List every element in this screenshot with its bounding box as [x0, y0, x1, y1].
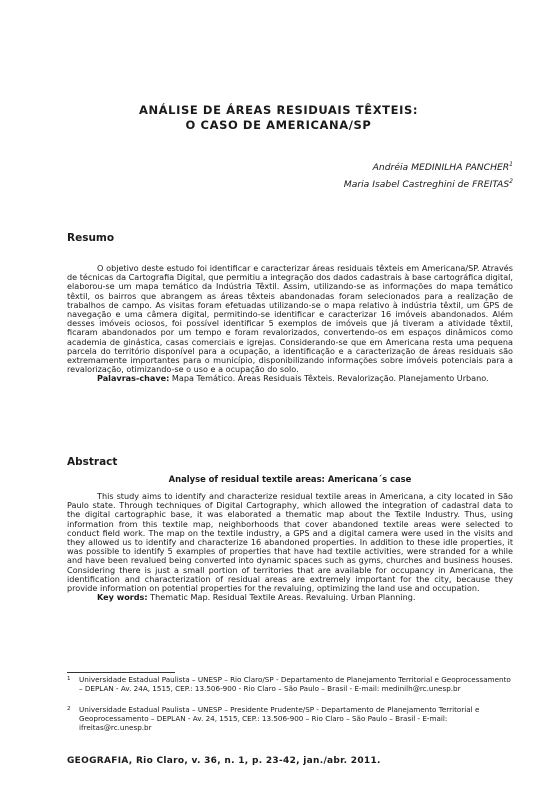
abstract-text: This study aims to identify and characterize residual textile areas in Americana, a city located in São Paulo state. Through techniques of Digital Cartography, which allowed the integration of cadastral data to the digital cartographic base, it was elaborated a thematic map about the Textile Industry. Thus, using information from this textile map, neighborhoods that cover abandoned textile areas were selected to conduct field work. The map on the textile industry, a GPS and a digital camera were used in the visits and they allowed us to identify and characterize 16 abandoned properties. In addition to these idle properties, it was possible to identify 5 examples of properties that have had textile activities, were stranded for a while and have been revalued being converted into dynamic spaces such as gyms, churches and business houses. Considering there is just a small portion of territories that are available for occupancy in Americana, the identification and characterization of residual areas are extremely important for the city, because they provide information on potential properties for the revaluing, optimizing the land use and occupation.: [67, 491, 513, 594]
footnote-divider: [67, 672, 175, 673]
footnote-1-text: Universidade Estadual Paulista – UNESP – Rio Claro/SP - Departamento de Planejamento Territorial e Geoprocessamento – DEPLAN - Av. 24A, 1515, CEP.: 13.506-900 - Rio Claro – São Paulo – Brasil - E-mail: medinilh@rc.unesp.br: [79, 675, 511, 694]
footnote-2-mark: 2: [67, 706, 71, 712]
author-1-name: Andréia MEDINILHA PANCHER: [372, 162, 510, 174]
footnote-2-text: Universidade Estadual Paulista – UNESP – Presidente Prudente/SP - Departamento de Planejamento Territorial e Geoprocessamento – DEPLAN - Av. 24, 1515, CEP.: 13.506-900 – Rio Claro – São Paulo – Brasil - E-mail: ifreitas@rc.unesp.br: [79, 705, 480, 733]
author-2: [344, 175, 513, 192]
footnote-1-mark: 1: [67, 676, 71, 682]
abstract-keywords-text: Thematic Map. Residual Textile Areas. Revaluing. Urban Planning.: [150, 592, 416, 603]
abstract-subtitle: Analyse of residual textile areas: Americana´s case: [168, 474, 412, 484]
author-1-footnote-mark[interactable]: 1: [509, 161, 513, 168]
footnote-1: [67, 675, 513, 693]
resumo-heading: Resumo: [67, 232, 115, 244]
resumo-keywords-text: Mapa Temático. Áreas Residuais Têxteis. Revalorização. Planejamento Urbano.: [171, 373, 489, 384]
author-2-footnote-mark[interactable]: 2: [509, 177, 513, 185]
author-2-name: Maria Isabel Castreghini de FREITAS: [343, 178, 510, 190]
resumo-keywords-label: Palavras-chave:: [97, 373, 170, 384]
abstract-keywords-label: Key words:: [97, 592, 148, 603]
author-1: [344, 158, 513, 175]
abstract-heading: Abstract: [67, 456, 118, 468]
resumo-keywords: [67, 374, 513, 383]
title-line-2: O CASO DE AMERICANA/SP: [185, 118, 372, 132]
title-line-1: ANÁLISE DE ÁREAS RESIDUAIS TÊXTEIS:: [138, 103, 419, 117]
journal-citation-footer: GEOGRAFIA, Rio Claro, v. 36, n. 1, p. 23-42, jan./abr. 2011.: [67, 756, 381, 766]
footnote-2: [67, 705, 513, 732]
author-list: [344, 158, 513, 191]
abstract-keywords: [67, 593, 513, 602]
resumo-section: [67, 264, 513, 384]
article-title: [60, 103, 497, 133]
resumo-text: O objetivo deste estudo foi identificar e caracterizar áreas residuais têxteis em Americana/SP. Através de técnicas da Cartografia Digital, que permitiu a integração dos dados cadastrais à base cartográfica digital, elaborou-se um mapa temático da Indústria Têxtil. Assim, utilizando-se as informações do mapa temático têxtil, os bairros que abrangem as áreas têxteis abandonadas foram selecionados para a realização de trabalhos de campo. As visitas foram efetuadas utilizando-se o mapa relativo à indústria têxtil, um GPS de navegação e uma câmera digital, permitindo-se identificar e caracterizar 16 imóveis abandonados. Além desses imóveis ociosos, foi possível identificar 5 exemplos de imóveis que já tiveram a atividade têxtil, ficaram abandonados por um tempo e foram revalorizados, convertendo-os em espaços dinâmicos como academia de ginástica, casas comerciais e igrejas. Considerando-se que em Americana resta uma pequena parcela do território disponível para a ocupação, a identificação e a caracterização de áreas residuais são extremamente importantes para o município, disponibilizando informações sobre imóveis potenciais para a revalorização, otimizando-se o uso e a ocupação do solo.: [67, 263, 513, 375]
abstract-section: [67, 492, 513, 602]
